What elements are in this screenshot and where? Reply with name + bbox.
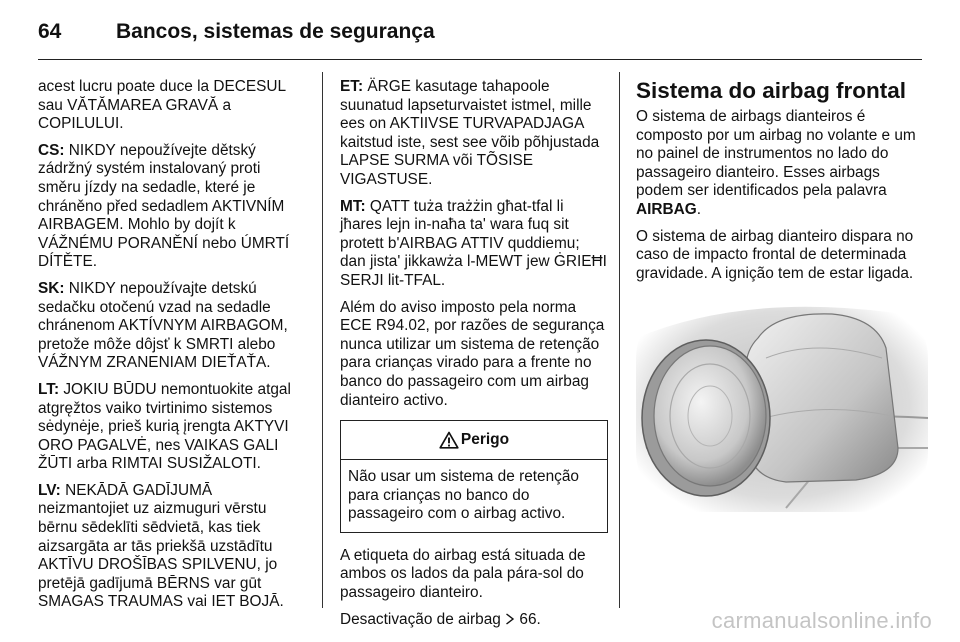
language-code: CS:: [38, 141, 65, 159]
warning-text: NEKĀDĀ GADĪJUMĀ neizmantojiet uz aizmuguri vērstu bērnu sēdeklīti sēdvietā, kas tiek aizsargāta ar tās priekšā uzstādītu AKTĪVU DROŠĪBAS SPILVENU, jo pretējā gadījumā BĒRNS var gūt SMAGAS TRAUMAS vai IET BOJĀ.: [38, 481, 284, 611]
language-code: MT:: [340, 197, 366, 215]
paragraph-et: [340, 78, 608, 190]
paragraph-airbag-intro: [636, 108, 926, 220]
paragraph-ro: acest lucru poate duce la DECESUL sau VĂTĂMAREA GRAVĂ a COPILULUI.: [38, 78, 286, 133]
warning-text: JOKIU BŪDU nemontuokite atgal atgręžtos vaiko tvirtinimo sistemos sėdynėje, prieš kurią įrengta AKTYVI ORO PAGALVĖ, nes VAIKAS GALI ŽŪTI arba RIMTAI SUSIŽALOTI.: [38, 380, 291, 473]
paragraph-cs: [38, 142, 306, 272]
warning-text: NIKDY nepoužívajte detskú sedačku otočenú vzad na sedadle chránenom AKTÍVNYM AIRBAGOM, pretože môže dôjsť k SMRTI alebo VÁŽNYM ZRANENIAM DIEŤAŤA.: [38, 279, 288, 372]
body-text: O sistema de airbags dianteiros é composto por um airbag no volante e um no painel de instrumentos no lado do passageiro dianteiro. Esses airbags podem ser identificados pela palavra: [636, 108, 916, 200]
danger-warning-box: [340, 420, 608, 533]
language-code: LV:: [38, 481, 61, 499]
header-rule: [38, 59, 922, 60]
body-text: .: [696, 200, 701, 218]
column-divider: [619, 72, 620, 608]
page-title: Bancos, sistemas de segurança: [116, 20, 435, 43]
airbag-keyword: AIRBAG: [636, 200, 697, 218]
warning-title: Perigo: [460, 430, 510, 448]
column-middle: [340, 78, 608, 637]
page-header: [38, 18, 922, 60]
warning-text: QATT tuża trażżin għat-tfal li jħares lejn in-naħa ta' wara fuq sit protett b'AIRBAG ATTIV quddiemu; dan jista' jikkawża l-MEWT jew ĠRIEĦI SERJI lit-TFAL.: [340, 197, 607, 289]
page-reference-arrow-icon: [505, 613, 515, 625]
airbag-illustration: [636, 298, 928, 512]
warning-triangle-icon: [439, 431, 459, 449]
warning-body: Não usar um sistema de retenção para crianças no banco do passageiro com o airbag activo.: [348, 468, 579, 523]
column-divider: [322, 72, 323, 608]
paragraph-lt: [38, 381, 306, 474]
passenger-airbag: [746, 314, 898, 482]
warning-header: [341, 421, 607, 460]
paragraph-lv: [38, 482, 306, 612]
language-code: ET:: [340, 78, 364, 95]
watermark: carmanualsonline.info: [711, 608, 932, 633]
warning-text: NIKDY nepoužívejte dětský zádržný systém instalovaný proti směru jízdy na sedadle, které je chráněno před sedadlem AKTIVNÍM AIRBAGEM. Mohlo by dojít k VÁŽNÉMU PORANĚNÍ nebo ÚMRTÍ DÍTĚTE.: [38, 141, 290, 271]
page-number: 64: [38, 20, 62, 43]
cross-reference-text: Desactivação de airbag: [340, 610, 506, 628]
paragraph-pt: Além do aviso imposto pela norma ECE R94.02, por razões de segurança nunca utilizar um sistema de retenção para crianças virado para a frente no banco do passageiro com um airbag dianteiro activo.: [340, 298, 605, 409]
section-heading: Sistema do airbag frontal: [636, 78, 907, 103]
warning-text: ÄRGE kasutage tahapoole suunatud lapseturvaistet istmel, mille ees on AKTIIVSE TURVAPADJAGA kaitstud iste, sest see võib põhjustada LAPSE SURMA või TÕSISE VIGASTUSE.: [340, 78, 600, 188]
paragraph-mt: [340, 198, 608, 291]
paragraph-airbag-trigger: O sistema de airbag dianteiro dispara no caso de impacto frontal de determinada gravidade. A ignição tem de estar ligada.: [636, 227, 914, 282]
page-reference[interactable]: 66.: [519, 610, 541, 628]
paragraph-sk: [38, 280, 306, 373]
column-left: [38, 78, 306, 620]
language-code: LT:: [38, 380, 60, 398]
paragraph-label: A etiqueta do airbag está situada de ambos os lados da pala pára-sol do passageiro dianteiro.: [340, 546, 586, 602]
language-code: SK:: [38, 279, 65, 297]
paragraph-deactivation: [340, 611, 608, 630]
steering-wheel-airbag: [642, 340, 770, 496]
column-right: [636, 78, 926, 291]
